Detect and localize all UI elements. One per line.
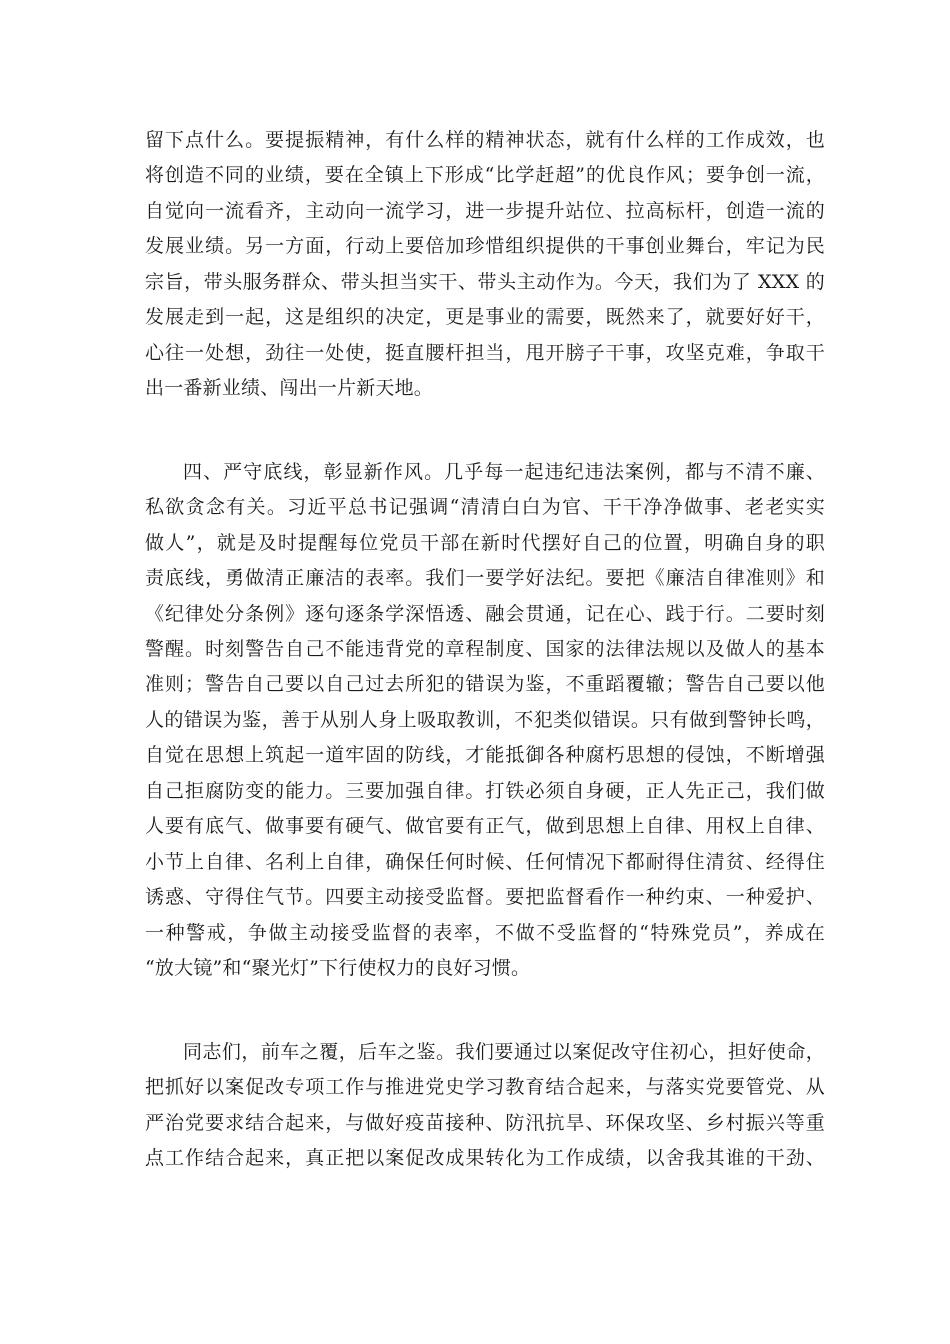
paragraph-line: 点工作结合起来，真正把以案促改成果转化为工作成绩，以舍我其谁的干劲、	[145, 1147, 825, 1169]
paragraph-line: 四、严守底线，彰显新作风。几乎每一起违纪违法案例，都与不清不廉、	[183, 461, 825, 483]
paragraph-line: 自觉向一流看齐，主动向一流学习，进一步提升站位、拉高标杆，创造一流的	[145, 200, 825, 222]
paragraph-line: “放大镜”和“聚光灯”下行使权力的良好习惯。	[145, 957, 531, 979]
paragraph-line: 自觉在思想上筑起一道牢固的防线，才能抵御各种腐朽思想的侵蚀，不断增强	[145, 744, 825, 766]
paragraph-line: 责底线，勇做清正廉洁的表率。我们一要学好法纪。要把《廉洁自律准则》和	[145, 567, 825, 589]
paragraph-line: 《纪律处分条例》逐句逐条学深悟透、融会贯通，记在心、践于行。二要时刻	[145, 603, 825, 625]
paragraph-line: 警醒。时刻警告自己不能违背党的章程制度、国家的法律法规以及做人的基本	[145, 638, 825, 660]
paragraph-line: 准则；警告自己要以自己过去所犯的错误为鉴，不重蹈覆辙；警告自己要以他	[145, 673, 825, 695]
paragraph-line: 小节上自律、名利上自律，确保任何时候、任何情况下都耐得住清贫、经得住	[145, 851, 825, 873]
paragraph-line: 诱惑、守得住气节。四要主动接受监督。要把监督看作一种约束、一种爱护、	[145, 886, 825, 908]
paragraph-line: 把抓好以案促改专项工作与推进党史学习教育结合起来，与落实党要管党、从	[145, 1076, 825, 1098]
paragraph-line: 一种警戒，争做主动接受监督的表率，不做不受监督的“特殊党员”，养成在	[145, 922, 825, 944]
paragraph-line: 发展业绩。另一方面，行动上要倍加珍惜组织提供的干事创业舞台，牢记为民	[145, 235, 825, 257]
paragraph-line: 出一番新业绩、闯出一片新天地。	[145, 377, 434, 399]
paragraph-line: 同志们，前车之覆，后车之鉴。我们要通过以案促改守住初心，担好使命，	[183, 1041, 825, 1063]
paragraph-line: 自己拒腐防变的能力。三要加强自律。打铁必须自身硬，正人先正己，我们做	[145, 780, 825, 802]
paragraph-line: 心往一处想，劲往一处使，挺直腰杆担当，甩开膀子干事，攻坚克难，争取干	[145, 342, 825, 364]
paragraph-line: 宗旨，带头服务群众、带头担当实干、带头主动作为。今天，我们为了 XXX 的	[145, 271, 825, 293]
paragraph-line: 做人”，就是及时提醒每位党员干部在新时代摆好自己的位置，明确自身的职	[145, 532, 825, 554]
paragraph-line: 私欲贪念有关。习近平总书记强调“清清白白为官、干干净净做事、老老实实	[145, 496, 825, 518]
paragraph-line: 将创造不同的业绩，要在全镇上下形成“比学赶超”的优良作风；要争创一流，	[145, 164, 825, 186]
paragraph-line: 人要有底气、做事要有硬气、做官要有正气，做到思想上自律、用权上自律、	[145, 815, 825, 837]
paragraph-line: 人的错误为鉴，善于从别人身上吸取教训，不犯类似错误。只有做到警钟长鸣，	[145, 709, 825, 731]
paragraph-line: 留下点什么。要提振精神，有什么样的精神状态，就有什么样的工作成效，也	[145, 129, 825, 151]
paragraph-line: 发展走到一起，这是组织的决定，更是事业的需要，既然来了，就要好好干，	[145, 306, 825, 328]
paragraph-line: 严治党要求结合起来，与做好疫苗接种、防汛抗旱、环保攻坚、乡村振兴等重	[145, 1112, 825, 1134]
